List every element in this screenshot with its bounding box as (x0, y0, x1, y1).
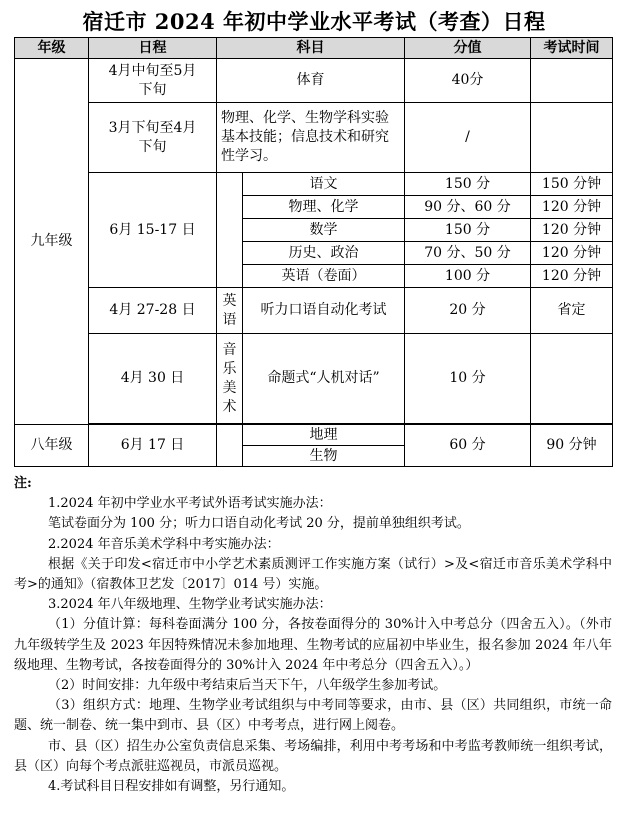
pe-time (531, 59, 613, 103)
grade8-label: 八年级 (15, 425, 89, 467)
table-header-row (15, 38, 613, 59)
written-time-1: 120 分钟 (531, 196, 613, 219)
table-row (15, 59, 613, 103)
note-3-title: 3.2024 年八年级地理、生物学业考试实施办法： (48, 597, 332, 613)
written-score-1: 90 分、60 分 (405, 196, 531, 219)
grade8-date: 6月 17 日 (89, 425, 217, 467)
music-subject: 命题式“人机对话” (243, 334, 405, 424)
music-score: 10 分 (405, 334, 531, 424)
written-time-4: 120 分钟 (531, 265, 613, 288)
grade8-subject-0: 地理 (243, 425, 405, 446)
written-score-4: 100 分 (405, 265, 531, 288)
table-row (15, 425, 613, 446)
header-grade: 年级 (15, 38, 89, 59)
oral-category: 英语 (217, 288, 243, 334)
written-score-0: 150 分 (405, 173, 531, 196)
table-row (15, 288, 613, 334)
written-subject-1: 物理、化学 (243, 196, 405, 219)
written-date: 6月 15-17 日 (89, 173, 217, 288)
music-date: 4月 30 日 (89, 334, 217, 424)
music-time (531, 334, 613, 424)
header-time: 考试时间 (531, 38, 613, 59)
pe-subject: 体育 (217, 59, 405, 103)
schedule-table (14, 37, 613, 467)
lab-score: / (405, 103, 531, 173)
notes-section (14, 474, 612, 797)
grade8-subject-1: 生物 (243, 446, 405, 467)
written-score-3: 70 分、50 分 (405, 242, 531, 265)
written-subject-3: 历史、政治 (243, 242, 405, 265)
oral-subject: 听力口语自动化考试 (243, 288, 405, 334)
lab-date: 3月下旬至4月下旬 (89, 103, 217, 173)
note-3-p1: （1）分值计算：每科卷面满分 100 分，各按卷面得分的 30%计入中考总分（四舍五入）。（外市九年级转学生及 2023 年因特殊情况未参加地理、生物考试的应届初中毕业生，报名参加 2024 年八年级地理、生物考试，各按卷面得分的 30%计入 2024 年中考总分（四舍五入）。） (14, 617, 612, 673)
header-subject: 科目 (217, 38, 405, 59)
oral-score: 20 分 (405, 288, 531, 334)
note-1-title: 1.2024 年初中学业水平考试外语考试实施办法： (48, 496, 332, 512)
pe-date: 4月中旬至5月下旬 (89, 59, 217, 103)
written-time-0: 150 分钟 (531, 173, 613, 196)
note-2-title: 2.2024 年音乐美术学科中考实施办法： (48, 536, 280, 552)
oral-date: 4月 27-28 日 (89, 288, 217, 334)
lab-subject: 物理、化学、生物学科实验基本技能；信息技术和研究性学习。 (217, 103, 405, 173)
page-title: 宿迁市 2024 年初中学业水平考试（考查）日程 (82, 9, 546, 34)
oral-time: 省定 (531, 288, 613, 334)
music-category: 音乐美术 (217, 334, 243, 424)
written-time-3: 120 分钟 (531, 242, 613, 265)
table-row (15, 103, 613, 173)
written-score-2: 150 分 (405, 219, 531, 242)
written-subject-2: 数学 (243, 219, 405, 242)
note-1-body: 笔试卷面分为 100 分；听力口语自动化考试 20 分，提前单独组织考试。 (48, 516, 470, 532)
header-score: 分值 (405, 38, 531, 59)
note-2-body: 根据《关于印发<宿迁市中小学艺术素质测评工作实施方案（试行）>及<宿迁市音乐美术学科中考>的通知》（宿教体卫艺发〔2017〕014 号）实施。 (14, 556, 612, 593)
pe-score: 40分 (405, 59, 531, 103)
grade9-label: 九年级 (15, 59, 89, 425)
note-3-p4: 市、县（区）招生办公室负责信息采集、考场编排，利用中考考场和中考监考教师统一组织考试，县（区）向每个考点派驻巡视员，市派员巡视。 (14, 738, 612, 774)
table-row (15, 334, 613, 424)
note-4: 4.考试科目日程安排如有调整，另行通知。 (48, 779, 295, 795)
grade8-category-blank (217, 425, 243, 467)
written-subject-4: 英语（卷面） (243, 265, 405, 288)
table-row (15, 173, 613, 196)
note-3-p2: （2）时间安排：九年级中考结束后当天下午，八年级学生参加考试。 (48, 678, 447, 694)
written-category-blank (217, 173, 243, 288)
grade8-score: 60 分 (405, 425, 531, 467)
written-time-2: 120 分钟 (531, 219, 613, 242)
written-subject-0: 语文 (243, 173, 405, 196)
notes-heading: 注: (14, 476, 32, 491)
lab-time (531, 103, 613, 173)
grade8-time: 90 分钟 (531, 425, 613, 467)
note-3-p3: （3）组织方式：地理、生物学业考试组织与中考同等要求，由市、县（区）共同组织，市统一命题、统一制卷、统一集中到市、县（区）中考考点，进行网上阅卷。 (14, 698, 612, 734)
header-date: 日程 (89, 38, 217, 59)
